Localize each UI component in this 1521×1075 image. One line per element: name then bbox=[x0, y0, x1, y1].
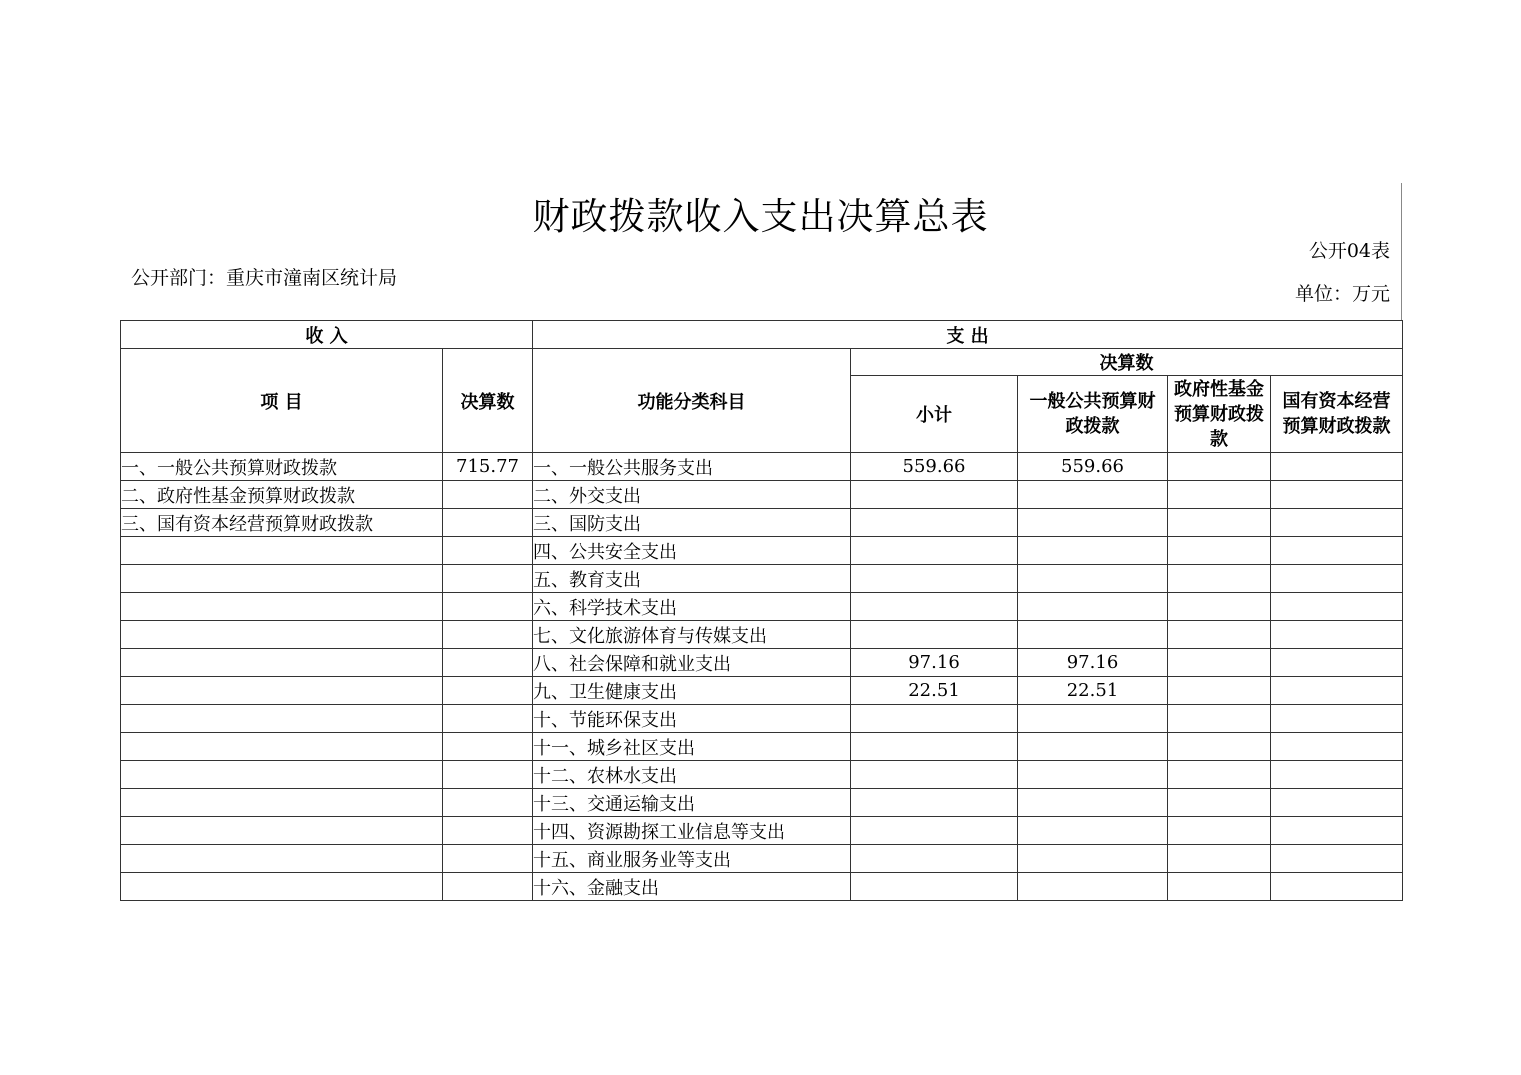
function-category-header: 功能分类科目 bbox=[533, 349, 851, 453]
state-capital-cell bbox=[1271, 789, 1403, 817]
subtotal-cell bbox=[851, 845, 1018, 873]
income-item-cell bbox=[121, 593, 443, 621]
subtotal-cell bbox=[851, 537, 1018, 565]
table-row bbox=[121, 845, 1403, 873]
gov-fund-cell bbox=[1168, 677, 1271, 705]
general-budget-cell bbox=[1018, 761, 1168, 789]
income-item-cell: 二、政府性基金预算财政拨款 bbox=[121, 481, 443, 509]
function-category-cell: 三、国防支出 bbox=[533, 509, 851, 537]
final-amount-header: 决算数 bbox=[851, 349, 1403, 376]
income-amount-cell bbox=[443, 817, 533, 845]
income-item-cell bbox=[121, 705, 443, 733]
income-item-cell bbox=[121, 621, 443, 649]
income-amount-cell: 715.77 bbox=[443, 453, 533, 481]
gov-fund-cell bbox=[1168, 453, 1271, 481]
page-title: 财政拨款收入支出决算总表 bbox=[532, 195, 989, 238]
gov-fund-cell bbox=[1168, 873, 1271, 901]
income-amount-cell bbox=[443, 789, 533, 817]
income-amount-cell bbox=[443, 621, 533, 649]
general-budget-cell bbox=[1018, 621, 1168, 649]
state-capital-cell bbox=[1271, 845, 1403, 873]
income-item-cell bbox=[121, 761, 443, 789]
function-category-cell: 八、社会保障和就业支出 bbox=[533, 649, 851, 677]
subtotal-cell: 559.66 bbox=[851, 453, 1018, 481]
subtotal-cell bbox=[851, 733, 1018, 761]
item-header: 项 目 bbox=[121, 349, 443, 453]
state-capital-cell bbox=[1271, 537, 1403, 565]
income-section-header: 收 入 bbox=[121, 321, 533, 349]
budget-table bbox=[120, 320, 1403, 901]
general-budget-cell: 22.51 bbox=[1018, 677, 1168, 705]
gov-fund-header: 政府性基金预算财政拨款 bbox=[1168, 376, 1271, 453]
general-budget-cell: 97.16 bbox=[1018, 649, 1168, 677]
general-budget-cell bbox=[1018, 705, 1168, 733]
subtotal-cell bbox=[851, 789, 1018, 817]
general-budget-cell bbox=[1018, 845, 1168, 873]
function-category-cell: 五、教育支出 bbox=[533, 565, 851, 593]
table-row bbox=[121, 537, 1403, 565]
department-label: 公开部门：重庆市潼南区统计局 bbox=[131, 267, 398, 289]
table-row bbox=[121, 817, 1403, 845]
table-row bbox=[121, 733, 1403, 761]
function-category-cell: 七、文化旅游体育与传媒支出 bbox=[533, 621, 851, 649]
general-budget-header: 一般公共预算财政拨款 bbox=[1018, 376, 1168, 453]
function-category-cell: 十、节能环保支出 bbox=[533, 705, 851, 733]
state-capital-cell bbox=[1271, 705, 1403, 733]
gov-fund-cell bbox=[1168, 649, 1271, 677]
subtotal-cell bbox=[851, 481, 1018, 509]
income-item-cell bbox=[121, 733, 443, 761]
income-amount-cell bbox=[443, 481, 533, 509]
table-row bbox=[121, 565, 1403, 593]
table-row bbox=[121, 621, 1403, 649]
gov-fund-cell bbox=[1168, 789, 1271, 817]
gov-fund-cell bbox=[1168, 565, 1271, 593]
function-category-cell: 十四、资源勘探工业信息等支出 bbox=[533, 817, 851, 845]
subtotal-cell: 22.51 bbox=[851, 677, 1018, 705]
income-item-cell bbox=[121, 677, 443, 705]
function-category-cell: 十一、城乡社区支出 bbox=[533, 733, 851, 761]
gov-fund-cell bbox=[1168, 733, 1271, 761]
gov-fund-cell bbox=[1168, 761, 1271, 789]
table-row bbox=[121, 593, 1403, 621]
general-budget-cell bbox=[1018, 565, 1168, 593]
income-amount-cell bbox=[443, 761, 533, 789]
general-budget-cell bbox=[1018, 537, 1168, 565]
state-capital-cell bbox=[1271, 621, 1403, 649]
gov-fund-cell bbox=[1168, 481, 1271, 509]
table-row bbox=[121, 705, 1403, 733]
income-item-cell: 三、国有资本经营预算财政拨款 bbox=[121, 509, 443, 537]
subtotal-cell bbox=[851, 873, 1018, 901]
income-item-cell bbox=[121, 817, 443, 845]
state-capital-header: 国有资本经营预算财政拨款 bbox=[1271, 376, 1403, 453]
income-item-cell bbox=[121, 565, 443, 593]
state-capital-cell bbox=[1271, 481, 1403, 509]
table-row bbox=[121, 789, 1403, 817]
general-budget-cell bbox=[1018, 873, 1168, 901]
income-item-cell: 一、一般公共预算财政拨款 bbox=[121, 453, 443, 481]
subtotal-cell: 97.16 bbox=[851, 649, 1018, 677]
income-amount-cell bbox=[443, 509, 533, 537]
subtotal-cell bbox=[851, 761, 1018, 789]
function-category-cell: 六、科学技术支出 bbox=[533, 593, 851, 621]
general-budget-cell: 559.66 bbox=[1018, 453, 1168, 481]
subtotal-cell bbox=[851, 621, 1018, 649]
unit-label: 单位：万元 bbox=[1294, 283, 1390, 305]
subtotal-cell bbox=[851, 593, 1018, 621]
table-row bbox=[121, 677, 1403, 705]
gov-fund-cell bbox=[1168, 817, 1271, 845]
income-amount-cell bbox=[443, 649, 533, 677]
state-capital-cell bbox=[1271, 453, 1403, 481]
income-amount-cell bbox=[443, 537, 533, 565]
state-capital-cell bbox=[1271, 817, 1403, 845]
gov-fund-cell bbox=[1168, 845, 1271, 873]
state-capital-cell bbox=[1271, 761, 1403, 789]
state-capital-cell bbox=[1271, 593, 1403, 621]
general-budget-cell bbox=[1018, 733, 1168, 761]
income-item-cell bbox=[121, 873, 443, 901]
income-item-cell bbox=[121, 789, 443, 817]
subtotal-cell bbox=[851, 509, 1018, 537]
general-budget-cell bbox=[1018, 509, 1168, 537]
table-row bbox=[121, 649, 1403, 677]
form-number: 公开04表 bbox=[1308, 240, 1390, 262]
expense-section-header: 支 出 bbox=[533, 321, 1403, 349]
income-item-cell bbox=[121, 537, 443, 565]
subtotal-cell bbox=[851, 705, 1018, 733]
table-row bbox=[121, 481, 1403, 509]
gov-fund-cell bbox=[1168, 705, 1271, 733]
state-capital-cell bbox=[1271, 873, 1403, 901]
income-amount-cell bbox=[443, 593, 533, 621]
function-category-cell: 十六、金融支出 bbox=[533, 873, 851, 901]
state-capital-cell bbox=[1271, 733, 1403, 761]
general-budget-cell bbox=[1018, 817, 1168, 845]
function-category-cell: 一、一般公共服务支出 bbox=[533, 453, 851, 481]
function-category-cell: 二、外交支出 bbox=[533, 481, 851, 509]
table-row bbox=[121, 873, 1403, 901]
income-item-cell bbox=[121, 649, 443, 677]
state-capital-cell bbox=[1271, 649, 1403, 677]
income-amount-cell bbox=[443, 845, 533, 873]
subtotal-cell bbox=[851, 565, 1018, 593]
income-amount-cell bbox=[443, 733, 533, 761]
general-budget-cell bbox=[1018, 789, 1168, 817]
state-capital-cell bbox=[1271, 565, 1403, 593]
table-row bbox=[121, 509, 1403, 537]
general-budget-cell bbox=[1018, 593, 1168, 621]
function-category-cell: 十五、商业服务业等支出 bbox=[533, 845, 851, 873]
income-amount-cell bbox=[443, 565, 533, 593]
gov-fund-cell bbox=[1168, 593, 1271, 621]
function-category-cell: 九、卫生健康支出 bbox=[533, 677, 851, 705]
subtotal-cell bbox=[851, 817, 1018, 845]
table-body bbox=[121, 453, 1403, 901]
state-capital-cell bbox=[1271, 677, 1403, 705]
table-row bbox=[121, 761, 1403, 789]
general-budget-cell bbox=[1018, 481, 1168, 509]
subtotal-header: 小计 bbox=[851, 376, 1018, 453]
function-category-cell: 十二、农林水支出 bbox=[533, 761, 851, 789]
gov-fund-cell bbox=[1168, 537, 1271, 565]
function-category-cell: 十三、交通运输支出 bbox=[533, 789, 851, 817]
state-capital-cell bbox=[1271, 509, 1403, 537]
table-row bbox=[121, 453, 1403, 481]
income-amount-cell bbox=[443, 705, 533, 733]
function-category-cell: 四、公共安全支出 bbox=[533, 537, 851, 565]
gov-fund-cell bbox=[1168, 621, 1271, 649]
income-amount-cell bbox=[443, 677, 533, 705]
gov-fund-cell bbox=[1168, 509, 1271, 537]
income-item-cell bbox=[121, 845, 443, 873]
income-amount-cell bbox=[443, 873, 533, 901]
income-amount-header: 决算数 bbox=[443, 349, 533, 453]
